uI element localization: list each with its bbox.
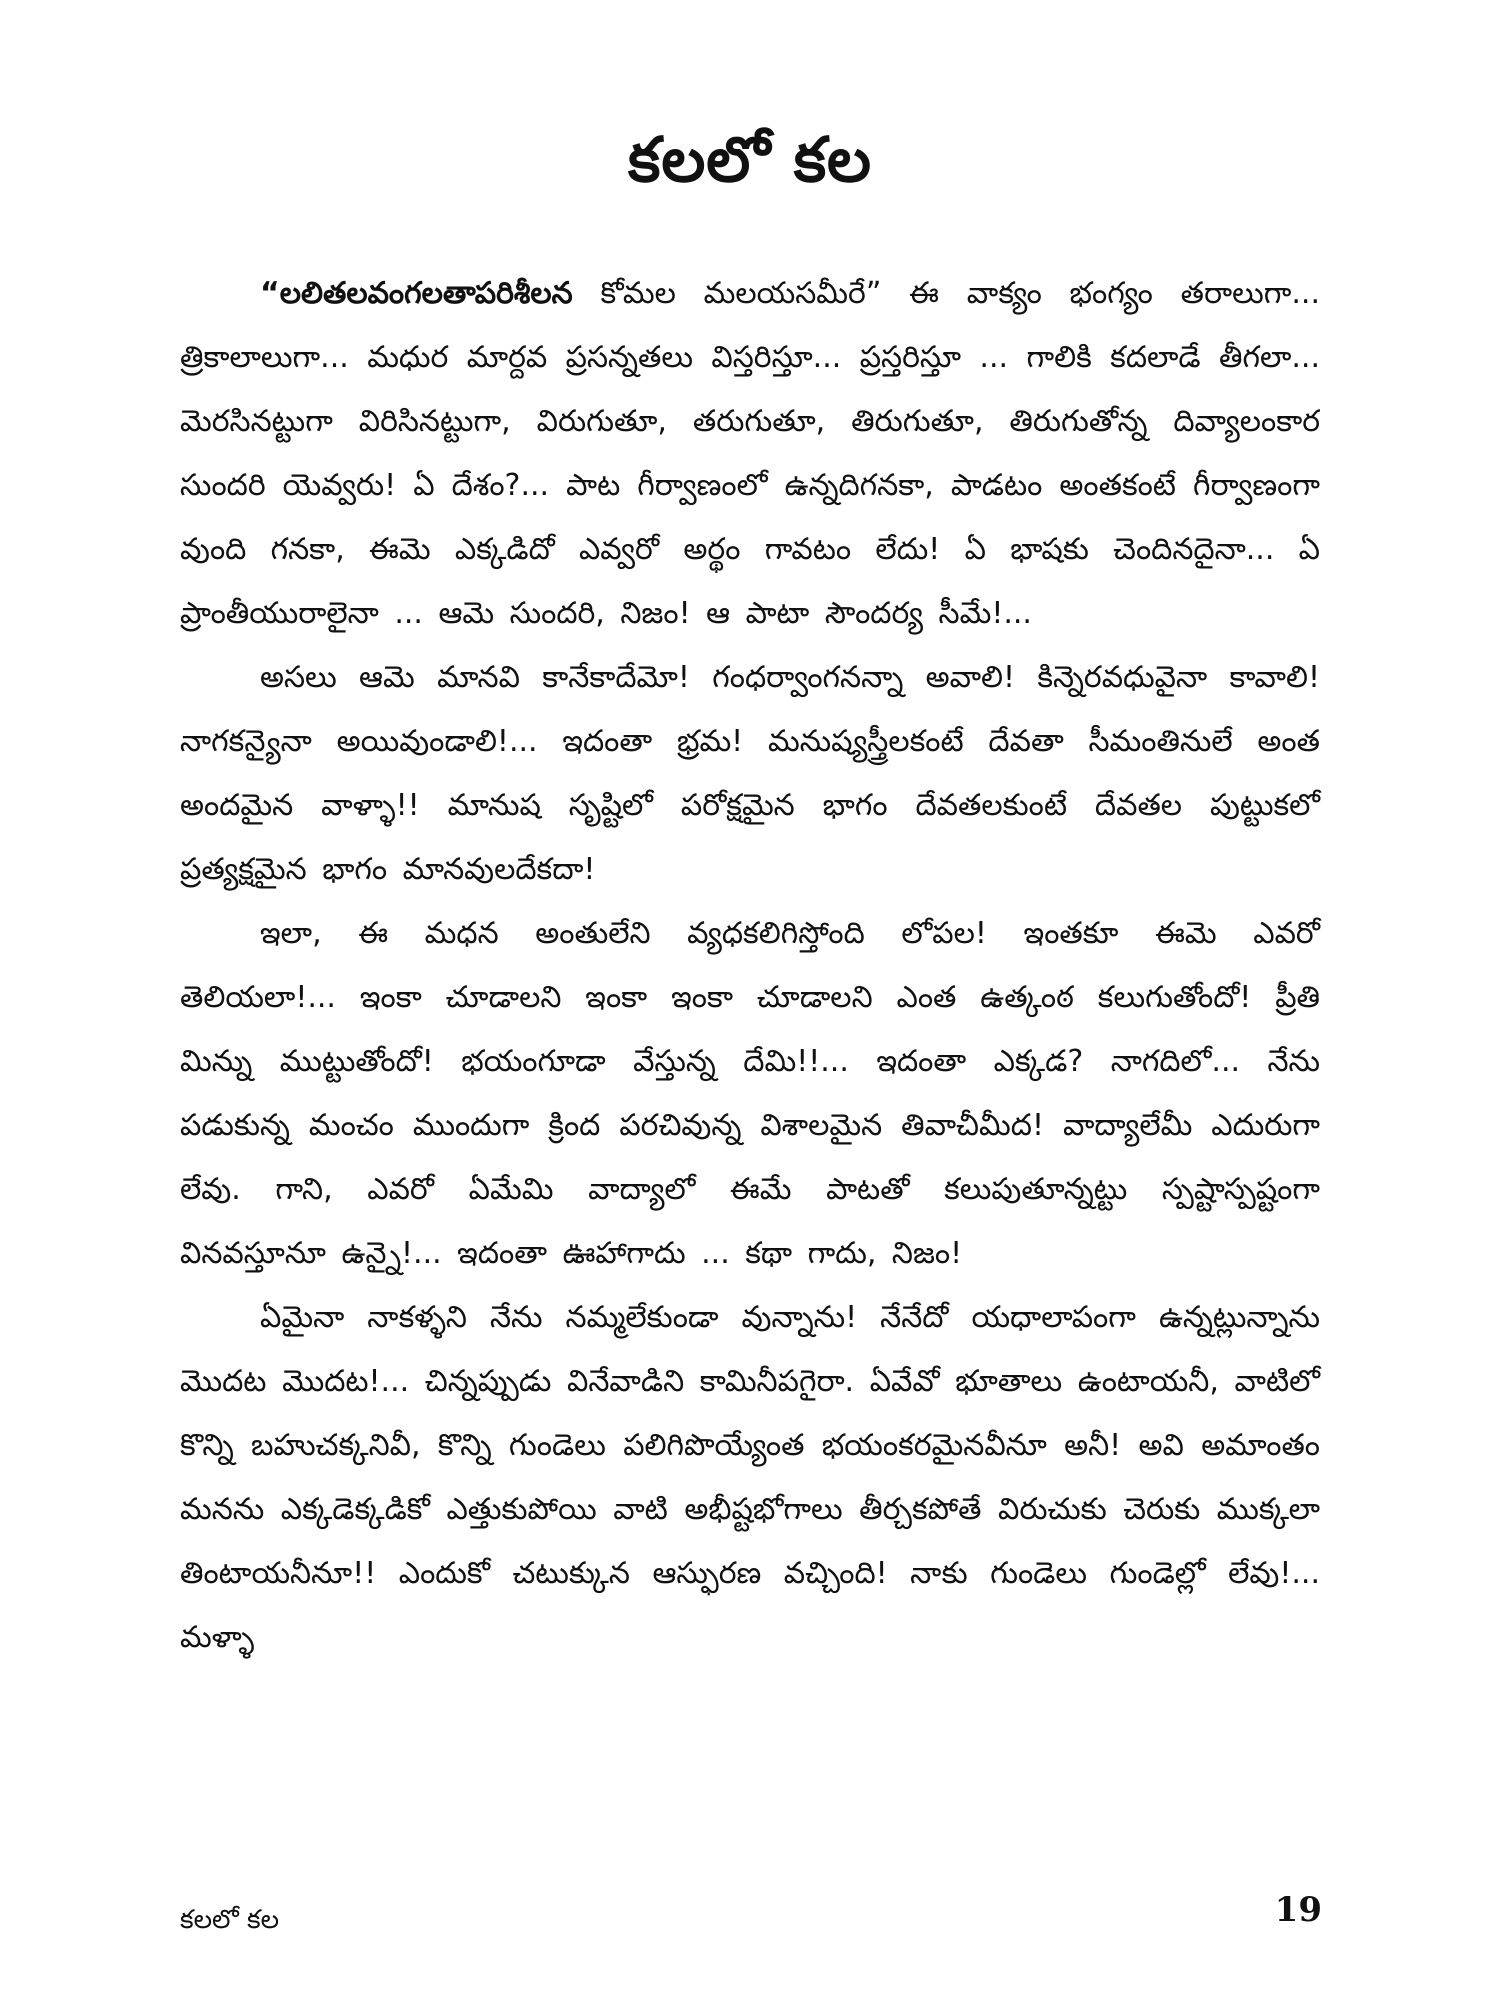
paragraph-2 <box>180 646 1320 902</box>
paragraph-text: అసలు ఆమె మానవి కానేకాదేమో! గంధర్వాంగనన్నా అవాలి! కిన్నెరవధువైనా కావాలి! నాగకన్యైనా అయివుండాలి!... ఇదంతా భ్రమ! మనుష్యస్త్రీలకంటే దేవతా సీమంతినులే అంత అందమైన వాళ్ళా!! మానుష సృష్టిలో పరోక్షమైన భాగం దేవతలకుంటే దేవతల పుట్టుకలో ప్రత్యక్షమైన భాగం మానవులదేకదా! <box>180 660 1320 887</box>
page-title: కలలో కల <box>627 122 873 196</box>
paragraph-lead: “లలితలవంగలతాపరిశీలన <box>260 276 573 311</box>
paragraph-1 <box>180 262 1320 646</box>
page-number: 19 <box>1274 1890 1322 1930</box>
paragraph-3 <box>180 902 1320 1286</box>
paragraph-text: ఇలా, ఈ మధన అంతులేని వ్యధకలిగిస్తోంది లోపల! ఇంతకూ ఈమె ఎవరో తెలియలా!... ఇంకా చూడాలని ఇంకా ఇంకా చూడాలని ఎంత ఉత్కంఠ కలుగుతోందో! ప్రీతి మిన్ను ముట్టుతోందో! భయంగూడా వేస్తున్న దేమి!!... ఇదంతా ఎక్కడ? నాగదిలో... నేను పడుకున్న మంచం ముందుగా క్రింద పరచివున్న విశాలమైన తివాచీమీద! వాద్యాలేమీ ఎదురుగా లేవు. గాని, ఎవరో ఏమేమి వాద్యాలో ఈమే పాటతో కలుపుతూన్నట్టు స్పష్టాస్పష్టంగా వినవస్తూనూ ఉన్నై!... ఇదంతా ఊహాగాదు ... కథా గాదు, నిజం! <box>180 916 1320 1271</box>
paragraph-text: ఏమైనా నాకళ్ళని నేను నమ్మలేకుండా వున్నాను! నేనేదో యధాలాపంగా ఉన్నట్లున్నాను మొదట మొదట!... చిన్నప్పుడు వినేవాడిని కామినీపగైరా. ఏవేవో భూతాలు ఉంటాయనీ, వాటిలో కొన్ని బహుచక్కనివీ, కొన్ని గుండెలు పలిగిపొయ్యేంత భయంకరమైనవీనూ అనీ! అవి అమాంతం మనను ఎక్కడెక్కడికో ఎత్తుకుపోయి వాటి అభీష్టభోగాలు తీర్చకపోతే విరుచుకు చెరుకు ముక్కలా తింటాయనీనూ!! ఎందుకో చటుక్కున ఆస్ఫురణ వచ్చింది! నాకు గుండెలు గుండెల్లో లేవు!... మళ్ళా <box>180 1300 1320 1655</box>
story-body <box>180 262 1320 1670</box>
running-footer-title: కలలో కల <box>180 1905 280 1935</box>
paragraph-text: కోమల మలయసమీరే” ఈ వాక్యం భంగ్యం తరాలుగా... త్రికాలాలుగా... మధుర మార్దవ ప్రసన్నతలు విస్తరిస్తూ... ప్రస్తరిస్తూ ... గాలికి కదలాడే తీగలా... మెరసినట్టుగా విరిసినట్టుగా, విరుగుతూ, తరుగుతూ, తిరుగుతూ, తిరుగుతోన్న దివ్యాలంకార సుందరి యెవ్వరు! ఏ దేశం?... పాట గీర్వాణంలో ఉన్నదిగనకా, పాడటం అంతకంటే గీర్వాణంగా వుంది గనకా, ఈమె ఎక్కడిదో ఎవ్వరో అర్థం గావటం లేదు! ఏ భాషకు చెందినదైనా... ఏ ప్రాంతీయురాలైనా ... ఆమె సుందరి, నిజం! ఆ పాటా సౌందర్య సీమే!... <box>180 276 1320 631</box>
paragraph-4 <box>180 1286 1320 1670</box>
